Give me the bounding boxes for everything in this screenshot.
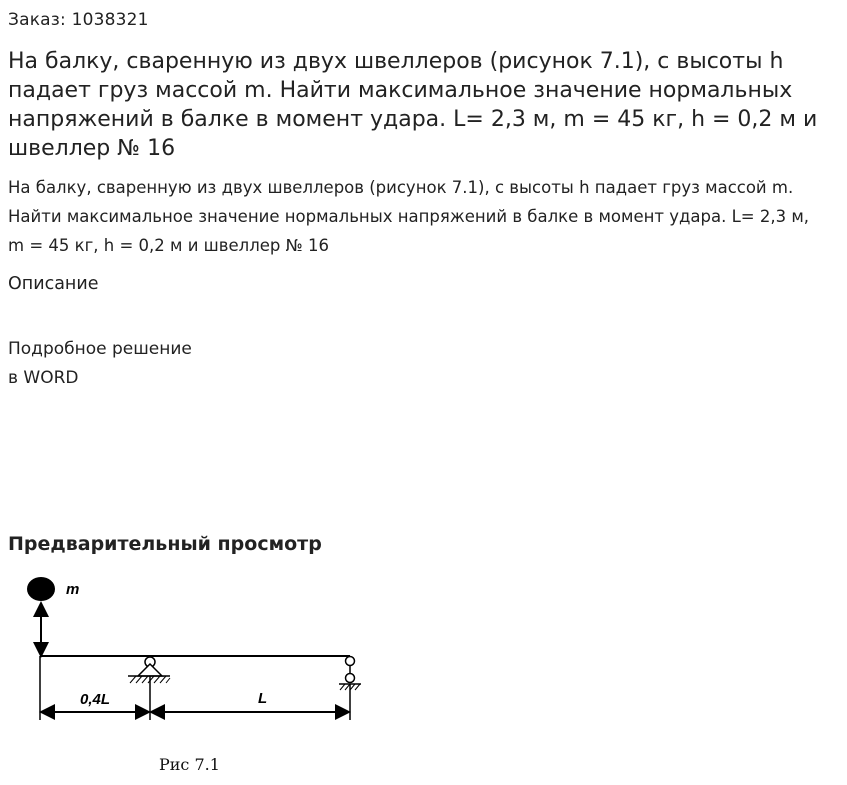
- rod-support: [339, 657, 361, 721]
- task-description: На балку, сваренную из двух швеллеров (рисунок 7.1), с высоты h падает груз массой m. Найти максимальное значение нормальных напряжений в балке в момент удара. L= 2,3 м, m = 45 кг, h = 0,2 м и швеллер № 16: [8, 178, 810, 255]
- solution-line-2: в WORD: [8, 368, 79, 388]
- description-label: Описание: [8, 274, 99, 294]
- beam-figure: [20, 572, 380, 736]
- figure-caption: Рис 7.1: [159, 755, 220, 774]
- task-heading: На балку, сваренную из двух швеллеров (рисунок 7.1), с высоты h падает груз массой m. Найти максимальное значение нормальных напряжений в балке в момент удара. L= 2,3 м, m = 45 кг, h = 0,2 м и швеллер № 16: [8, 49, 818, 161]
- solution-line-1: Подробное решение: [8, 339, 192, 359]
- beam-diagram: [20, 572, 380, 732]
- left-span-label: 0,4L: [80, 691, 111, 708]
- order-number: Заказ: 1038321: [8, 10, 149, 30]
- mass-label: m: [66, 581, 80, 598]
- right-span-label: L: [258, 690, 268, 707]
- solution-info: [8, 335, 192, 393]
- pin-support: [128, 657, 170, 720]
- mass-ball: [27, 577, 55, 601]
- preview-heading: Предварительный просмотр: [8, 533, 322, 555]
